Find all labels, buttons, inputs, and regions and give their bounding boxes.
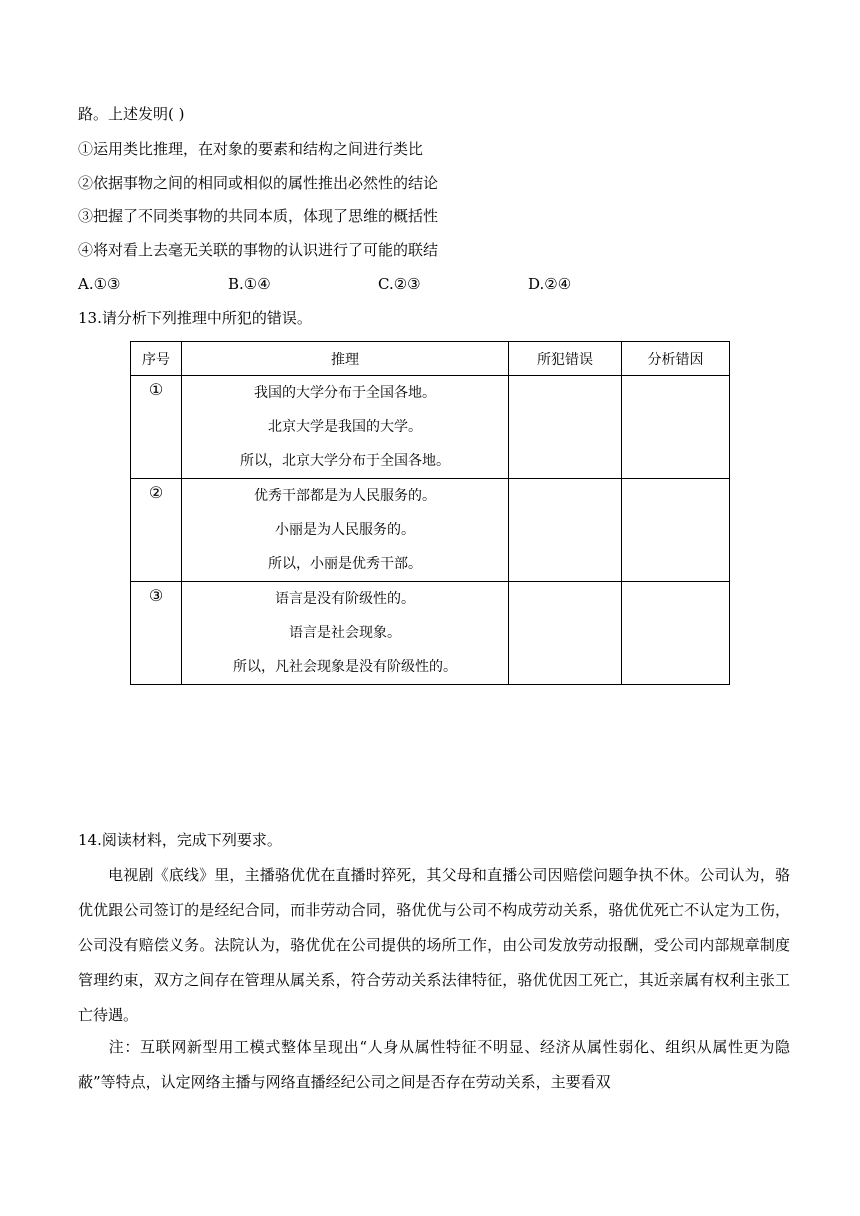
row-number: ②	[148, 483, 164, 502]
table-row	[131, 479, 730, 582]
option-c: C.②③	[378, 275, 421, 293]
premise-minor: 小丽是为人民服务的。	[275, 522, 415, 538]
analysis-answer-cell[interactable]	[622, 376, 730, 479]
error-answer-cell[interactable]	[509, 479, 622, 582]
analysis-answer-cell[interactable]	[622, 479, 730, 582]
option-b: B.①④	[228, 275, 271, 293]
premise-minor: 语言是社会现象。	[289, 625, 401, 641]
error-answer-cell[interactable]	[509, 376, 622, 479]
q12-item-1: ①运用类比推理，在对象的要素和结构之间进行类比	[78, 140, 424, 158]
table-row	[131, 376, 730, 479]
q12-stem-end: 路。上述发明( )	[78, 105, 185, 123]
premise-major: 优秀干部都是为人民服务的。	[254, 488, 436, 504]
table-header-row	[131, 342, 730, 376]
reasoning-table	[130, 341, 730, 685]
header-number: 序号	[131, 342, 182, 376]
conclusion: 所以，凡社会现象是没有阶级性的。	[233, 659, 457, 675]
option-a: A.①③	[78, 275, 121, 293]
conclusion: 所以，北京大学分布于全国各地。	[240, 453, 450, 469]
error-answer-cell[interactable]	[509, 582, 622, 685]
conclusion: 所以，小丽是优秀干部。	[268, 556, 422, 572]
premise-minor: 北京大学是我国的大学。	[268, 419, 422, 435]
premise-major: 语言是没有阶级性的。	[275, 591, 415, 607]
header-error: 所犯错误	[509, 342, 622, 376]
header-analysis: 分析错因	[622, 342, 730, 376]
q12-item-3: ③把握了不同类事物的共同本质，体现了思维的概括性	[78, 207, 439, 225]
option-d: D.②④	[528, 275, 572, 293]
q12-item-2: ②依据事物之间的相同或相似的属性推出必然性的结论	[78, 174, 439, 192]
row-number: ①	[148, 380, 164, 399]
header-reasoning: 推理	[182, 342, 509, 376]
note-paragraph	[78, 1030, 790, 1100]
q14-stem: 14.阅读材料，完成下列要求。	[78, 831, 282, 849]
note-text: 注：互联网新型用工模式整体呈现出“人身从属性特征不明显、经济从属性弱化、组织从属性更为隐蔽”等特点，认定网络主播与网络直播经纪公司之间是否存在劳动关系，主要看双	[78, 1038, 790, 1091]
q12-item-4: ④将对看上去毫无关联的事物的认识进行了可能的联结	[78, 241, 439, 259]
table-row	[131, 582, 730, 685]
material-text: 电视剧《底线》里，主播骆优优在直播时猝死，其父母和直播公司因赔偿问题争执不休。公司认为，骆优优跟公司签订的是经纪合同，而非劳动合同，骆优优与公司不构成劳动关系，骆优优死亡不认定为工伤，公司没有赔偿义务。法院认为，骆优优在公司提供的场所工作，由公司发放劳动报酬，受公司内部规章制度管理约束，双方之间存在管理从属关系，符合劳动关系法律特征，骆优优因工死亡，其近亲属有权利主张工亡待遇。	[78, 866, 790, 1024]
row-number: ③	[148, 586, 164, 605]
material-paragraph	[78, 858, 790, 1033]
q13-stem: 13.请分析下列推理中所犯的错误。	[78, 309, 312, 327]
analysis-answer-cell[interactable]	[622, 582, 730, 685]
premise-major: 我国的大学分布于全国各地。	[254, 385, 436, 401]
